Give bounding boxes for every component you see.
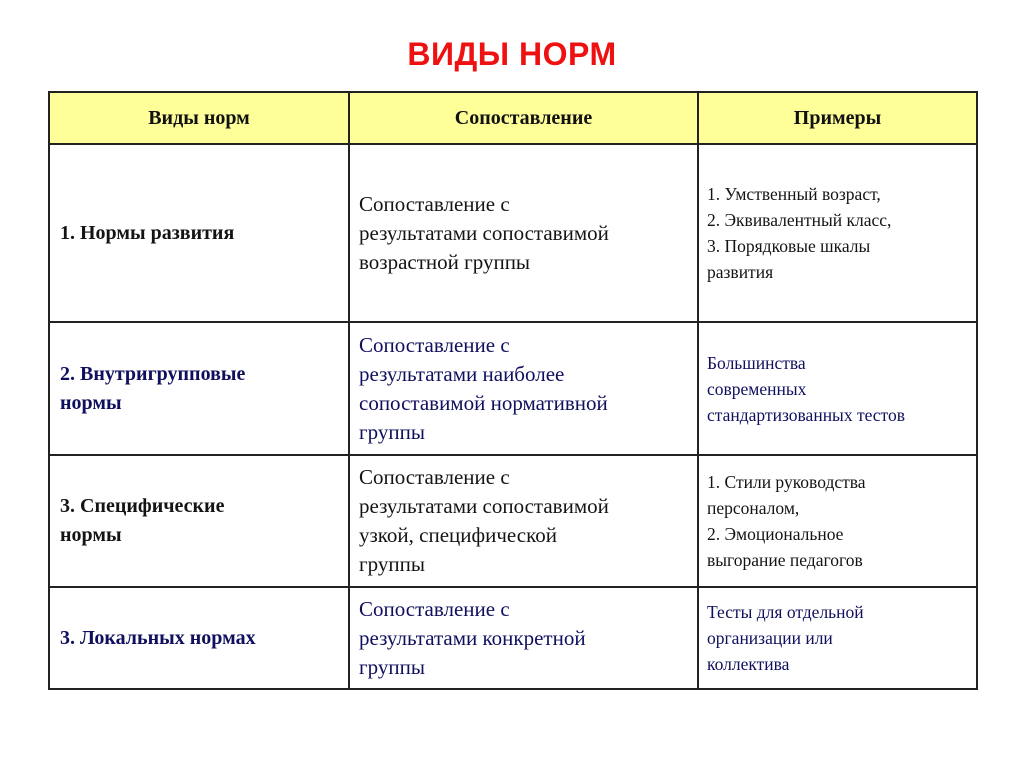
cell-line: результатами сопоставимой — [359, 220, 609, 245]
cell-line: 3. Локальных нормах — [60, 626, 256, 649]
table-row-development-norms — [49, 144, 977, 322]
cell-line: группы — [359, 552, 425, 576]
cell-line: Сопоставление с — [359, 332, 510, 357]
cell-line: 3. Специфические — [60, 495, 225, 517]
norms-table — [48, 91, 978, 690]
cell-line: 3. Порядковые шкалы — [707, 236, 871, 256]
cell-line: сопоставимой нормативной — [359, 390, 608, 415]
cell-line: нормы — [60, 524, 122, 546]
cell-examples — [698, 322, 977, 455]
cell-examples — [698, 587, 977, 689]
header-norm-types: Виды норм — [49, 92, 349, 144]
table-row-local-norms — [49, 587, 977, 689]
cell-line: Тесты для отдельной — [707, 602, 864, 622]
cell-line: 2. Внутригрупповые — [60, 362, 246, 385]
cell-line: 1. Нормы развития — [60, 221, 235, 244]
cell-line: Сопоставление с — [359, 596, 510, 621]
cell-line: Сопоставление с — [359, 465, 510, 489]
cell-comparison — [349, 455, 698, 587]
cell-line: результатами конкретной — [359, 625, 586, 650]
cell-line: коллектива — [707, 654, 790, 674]
cell-line: персоналом, — [707, 498, 800, 518]
table-row-specific-norms — [49, 455, 977, 587]
cell-comparison — [349, 587, 698, 689]
cell-line: 2. Эквивалентный класс, — [707, 210, 892, 230]
cell-line: 1. Стили руководства — [707, 472, 866, 492]
cell-norm-type — [49, 144, 349, 322]
cell-line: результатами сопоставимой — [359, 494, 609, 518]
cell-comparison — [349, 144, 698, 322]
cell-examples — [698, 144, 977, 322]
cell-line: современных — [707, 378, 807, 399]
cell-line: нормы — [60, 391, 122, 414]
header-examples: Примеры — [698, 92, 977, 144]
cell-norm-type — [49, 587, 349, 689]
cell-norm-type — [49, 322, 349, 455]
table-row-intragroup-norms — [49, 322, 977, 455]
cell-line: результатами наиболее — [359, 361, 565, 386]
header-comparison: Сопоставление — [349, 92, 698, 144]
cell-line: развития — [707, 262, 774, 282]
table-header-row — [49, 92, 977, 144]
cell-line: организации или — [707, 628, 833, 648]
cell-line: группы — [359, 654, 425, 679]
cell-examples — [698, 455, 977, 587]
cell-line: 2. Эмоциональное — [707, 524, 844, 544]
cell-line: стандартизованных тестов — [707, 404, 905, 425]
cell-line: узкой, специфической — [359, 523, 557, 547]
cell-line: Сопоставление с — [359, 191, 510, 216]
cell-line: возрастной группы — [359, 249, 531, 274]
page-title: ВИДЫ НОРМ — [407, 36, 617, 72]
cell-comparison — [349, 322, 698, 455]
cell-line: выгорание педагогов — [707, 550, 863, 570]
cell-norm-type — [49, 455, 349, 587]
cell-line: 1. Умственный возраст, — [707, 184, 881, 204]
cell-line: группы — [359, 419, 425, 444]
cell-line: Большинства — [707, 352, 806, 373]
